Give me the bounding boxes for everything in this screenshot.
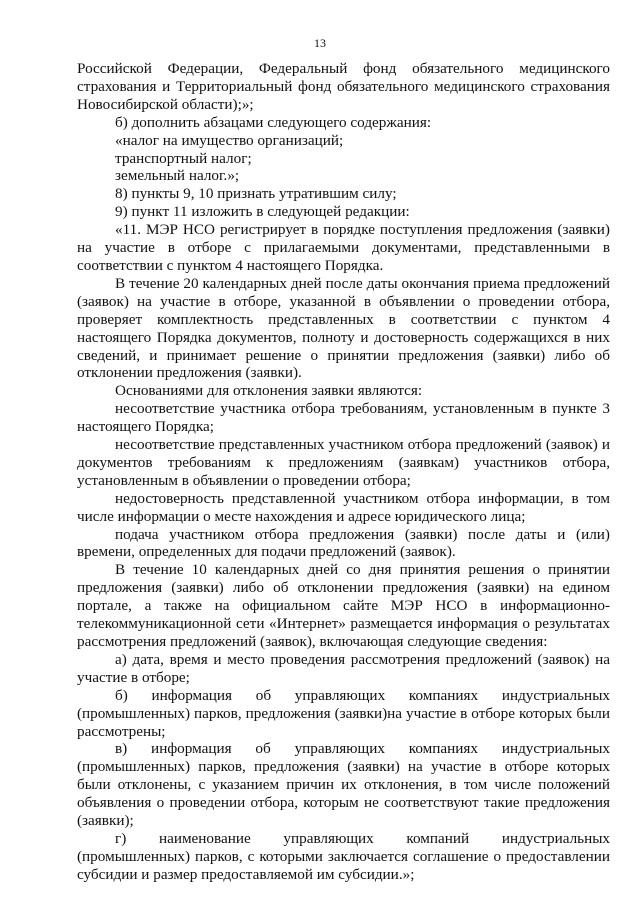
paragraph-15: В течение 10 календарных дней со дня принятия решения о принятии предложения (заявки) либо об отклонении предложения (заявки) на едином портале, а также на официальном сайте МЭР НСО в информационно-телекоммуникационной сети «Интернет» размещается информация о результатах рассмотрения предложений (заявок), включающая следующие сведения: xyxy=(77,561,610,650)
paragraph-3: «налог на имущество организаций; xyxy=(115,131,344,149)
paragraph-8: «11. МЭР НСО регистрирует в порядке поступления предложения (заявки) на участие в отборе с прилагаемыми документами, представленными в соответствии с пунктом 4 настоящего Порядка. xyxy=(77,221,610,274)
paragraph-17: б) информация об управляющих компаниях индустриальных (промышленных) парков, предложения (заявки)на участие в отборе которых были рассмотрены; xyxy=(77,686,610,740)
page-number: 13 xyxy=(314,36,326,50)
paragraph-12: несоответствие представленных участником отбора предложений (заявок) и документов требованиям к предложениям (заявкам) участников отбора, установленным в объявлении о проведении отбора; xyxy=(77,436,610,489)
paragraph-1: Российской Федерации, Федеральный фонд обязательного медицинского страхования и Территориальный фонд обязательного медицинского страхования Новосибирской области);»; xyxy=(77,60,610,113)
paragraph-9: В течение 20 календарных дней после даты окончания приема предложений (заявок) на участие в отборе, указанной в объявлении о проведении отбора, проверяет комплектность представленных в соответствии с пунктом 4 настоящего Порядка документов, полноту и достоверность содержащихся в них сведений, и принимает решение о принятии предложения (заявки) либо об отклонении предложения (заявки). xyxy=(77,274,610,382)
paragraph-13: недостоверность представленной участником отбора информации, в том числе информации о месте нахождения и адресе юридического лица; xyxy=(77,489,610,525)
paragraph-2: б) дополнить абзацами следующего содержания: xyxy=(115,113,432,131)
paragraph-16: а) дата, время и место проведения рассмотрения предложений (заявок) на участие в отборе; xyxy=(77,650,610,686)
paragraph-6: 8) пункты 9, 10 признать утратившим силу; xyxy=(115,185,397,203)
paragraph-10: Основаниями для отклонения заявки являются: xyxy=(115,382,423,400)
paragraph-11: несоответствие участника отбора требованиям, установленным в пункте 3 настоящего Порядка; xyxy=(77,400,610,436)
paragraph-5: земельный налог.»; xyxy=(115,167,240,185)
paragraph-4: транспортный налог; xyxy=(115,149,252,167)
paragraph-18: в) информация об управляющих компаниях индустриальных (промышленных) парков, предложения (заявки) на участие в отборе которых были отклонены, с указанием причин их отклонения, в том числе положений объявления о проведении отбора, которым не соответствуют такие предложения (заявки); xyxy=(77,740,610,830)
paragraph-7: 9) пункт 11 изложить в следующей редакции: xyxy=(115,203,410,221)
paragraph-14: подача участником отбора предложения (заявки) после даты и (или) времени, определенных для подачи предложений (заявок). xyxy=(77,525,610,561)
document-body xyxy=(77,60,610,884)
paragraph-19: г) наименование управляющих компаний индустриальных (промышленных) парков, с которыми заключается соглашение о предоставлении субсидии и размер предоставляемой им субсидии.»; xyxy=(77,829,610,883)
